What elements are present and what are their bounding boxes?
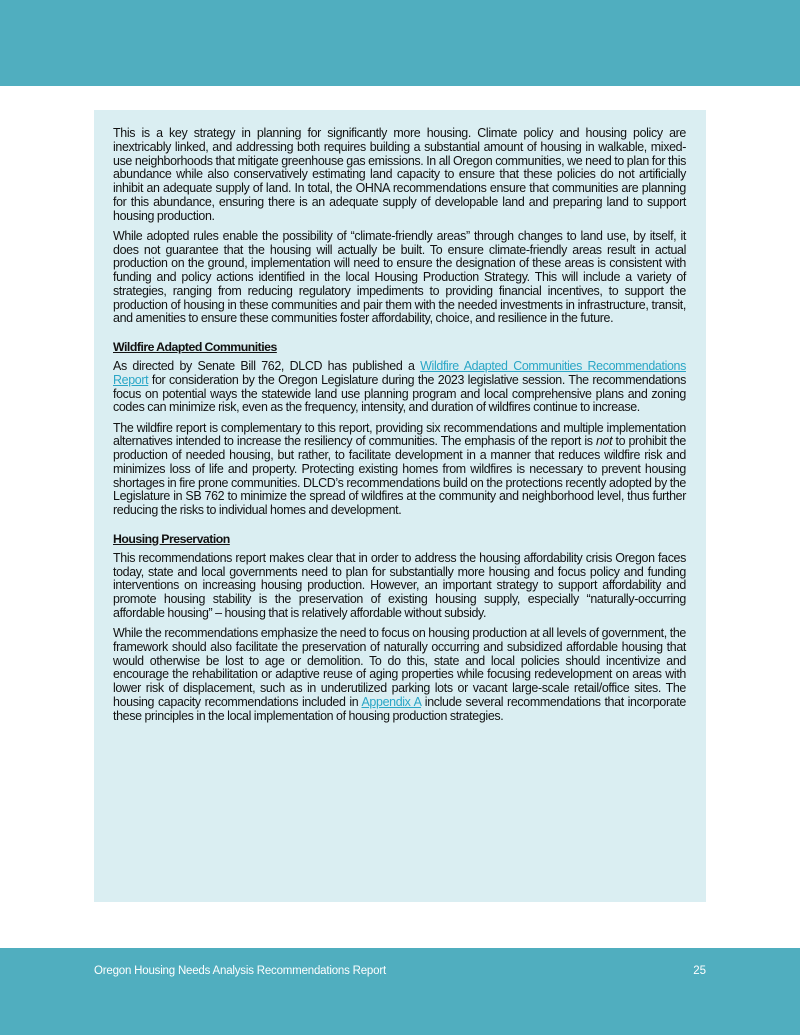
page-number: 25 xyxy=(693,965,706,977)
preservation-p2-text-a: While the recommendations emphasize the need to focus on housing production at all levels of government, the framework should also facilitate the preservation of naturally occurring and subsidized affordable housing that would otherwise be lost to age or demolition. To do this, state and local policies should incentivize and encourage the rehabilitation or adaptive reuse of aging properties while focusing redevelopment on areas with lower risk of displacement, such as in underutilized parking lots or vacant large-scale retail/office sites. The housing capacity recommendations included in xyxy=(113,626,686,709)
intro-paragraph-1: This is a key strategy in planning for significantly more housing. Climate policy and housing policy are inextricably linked, and addressing both requires building a substantial amount of housing in walkable, mixed-use neighborhoods that mitigate greenhouse gas emissions. In all Oregon communities, we need to plan for this abundance while also conservatively estimating land capacity to ensure that these policies do not artificially inhibit an adequate supply of land. In total, the OHNA recommendations ensure that communities are planning for this abundance, ensuring there is an adequate supply of developable land and preparing land to support housing production. xyxy=(113,126,686,223)
preservation-heading: Housing Preservation xyxy=(113,531,230,546)
wildfire-p2-text-b: to prohibit the production of needed housing, but rather, to facilitate development in a manner that reduces wildfire risk and minimizes loss of life and property. Protecting existing homes from wildfires is necessary to prevent housing shortages in fire prone communities. DLCD’s recommendations build on the protections recently adopted by the Legislature in SB 762 to minimize the spread of wildfires at the community and neighborhood level, thus further reducing the risks to individual homes and development. xyxy=(113,434,686,517)
callout-box xyxy=(94,110,706,902)
wildfire-paragraph-1 xyxy=(113,360,686,415)
wildfire-heading: Wildfire Adapted Communities xyxy=(113,340,277,354)
intro-paragraph-2: While adopted rules enable the possibility of “climate-friendly areas” through changes to land use, by itself, it does not guarantee that the housing will actually be built. To ensure climate-friendly areas result in actual production on the ground, implementation will need to ensure the designation of these areas is consistent with funding and policy actions identified in the local Housing Production Strategy. This will include a variety of strategies, ranging from reducing regulatory impediments to providing financial incentives, to support the production of housing in these communities and pair them with the needed investments in infrastructure, transit, and amenities to ensure these communities foster affordability, choice, and resilience in the future. xyxy=(113,228,686,326)
preservation-paragraph-2 xyxy=(113,627,686,723)
wildfire-p2-emphasis: not xyxy=(595,434,613,449)
wildfire-p2-text-a: The wildfire report is complementary to this report, providing six recommendations and multiple implementation alternatives intended to increase the resiliency of communities. The emphasis of the report is xyxy=(113,420,686,449)
wildfire-paragraph-2 xyxy=(113,422,686,518)
footer-band xyxy=(0,948,800,1035)
wildfire-p1-text-a: As directed by Senate Bill 762, DLCD has published a xyxy=(113,359,421,373)
wildfire-p1-text-b: for consideration by the Oregon Legislature during the 2023 legislative session. The recommendations focus on potential ways the statewide land use planning program and local comprehensive plans and zoning codes can minimize risk, even as the frequency, intensity, and duration of wildfires continue to increase. xyxy=(113,372,686,415)
preservation-paragraph-1: This recommendations report makes clear that in order to address the housing affordability crisis Oregon faces today, state and local governments need to plan for substantially more housing and focus policy and funding interventions on increasing housing production. However, an important strategy to support affordability and promote housing stability is the preservation of existing housing supply, especially “naturally-occurring affordable housing” – housing that is relatively affordable without subsidy. xyxy=(113,550,686,620)
footer-report-title: Oregon Housing Needs Analysis Recommendations Report xyxy=(94,965,386,977)
preservation-p2-text-b: include several recommendations that incorporate these principles in the local implementation of housing production strategies. xyxy=(113,694,686,723)
header-band xyxy=(0,0,800,86)
wildfire-report-link[interactable]: Wildfire Adapted Communities Recommendations Report xyxy=(113,359,686,387)
appendix-a-link[interactable]: Appendix A xyxy=(361,694,421,709)
